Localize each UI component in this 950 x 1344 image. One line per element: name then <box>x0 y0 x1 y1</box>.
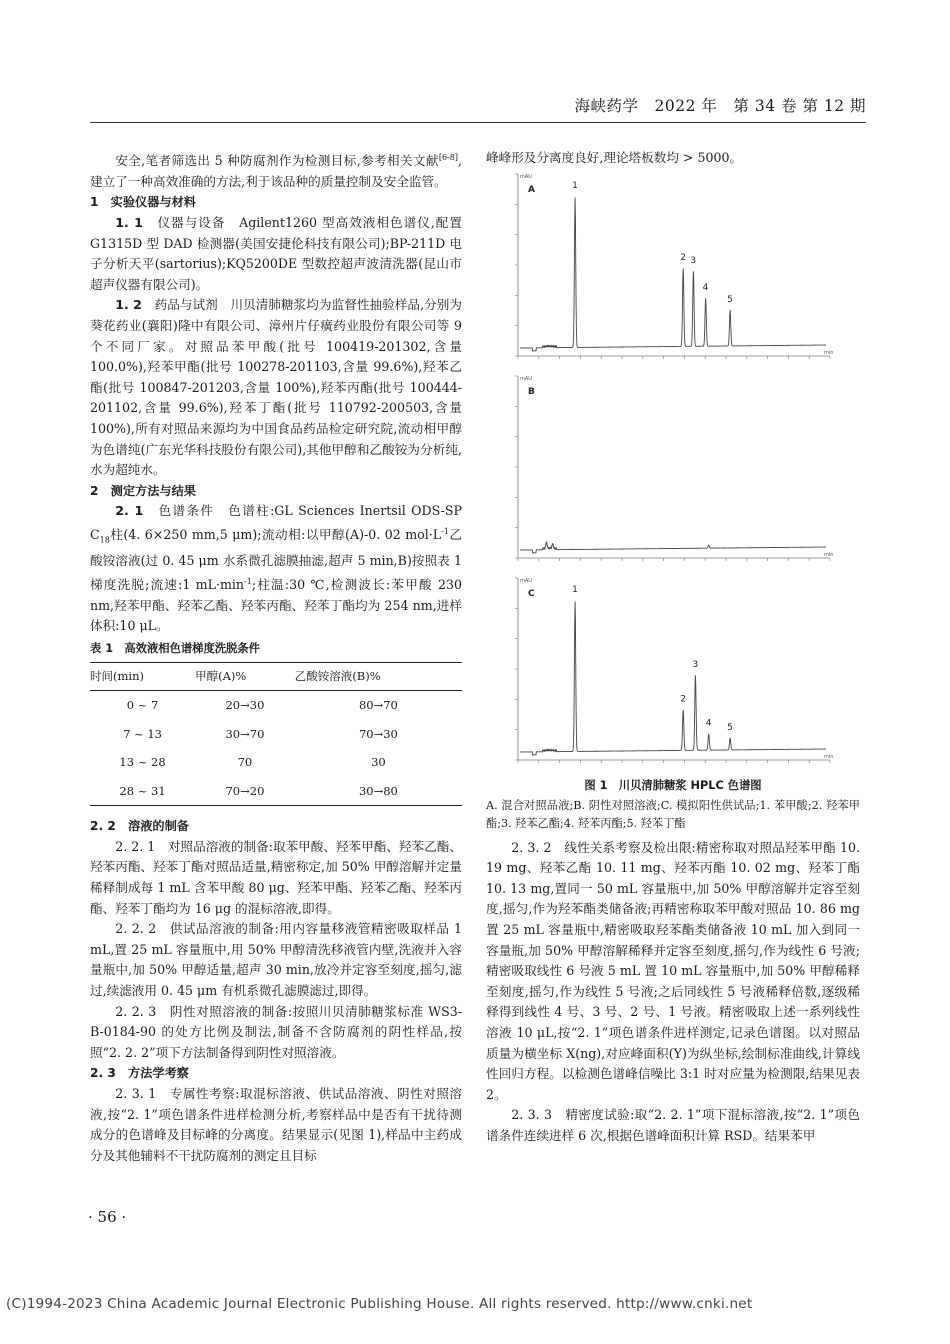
right-column <box>486 148 860 169</box>
section-2-2-3: 2. 2. 3 阴性对照溶液的制备:按照川贝清肺糖浆标准 WS3-B-0184-90 的处方比例及制法,制备不含防腐剂的阴性样品,按照“2. 2. 2”项下方法制备得到阴性对照溶液。 <box>90 1003 462 1060</box>
hplc-chromatogram-figure <box>500 170 840 770</box>
table-header-2: 乙酸铵溶液(B)% <box>295 663 462 691</box>
figure-1-caption: 图 1 川贝清肺糖浆 HPLC 色谱图 <box>584 779 762 792</box>
section-1-2: 1. 2 药品与试剂 川贝清肺糖浆均为监督性抽验样品,分别为葵花药业(襄阳)隆中有限公司、漳州片仔癀药业股份有限公司等 9 个不同厂家。对照品苯甲酸(批号 100419-201302,含量 100.0%),羟苯甲酯(批号 100278-201103,含量 99.6%),羟苯乙酯(批号 100847-201203,含量 100%),羟苯丙酯(批号 100444-201102,含量 99.6%),羟苯丁酯(批号 110792-200503,含量 100%),所有对照品来源均为中国食品药品检定研究院,流动相甲醇为色谱纯(广东光华科技股份有限公司),其他甲醇和乙酸铵为分析纯,水为超纯水。 <box>90 297 462 478</box>
peak-label: 4 <box>702 283 709 293</box>
table-row <box>90 690 462 719</box>
peak-label: 2 <box>680 253 686 263</box>
page-number: · 56 · <box>88 1208 127 1226</box>
chromatogram-panel-C <box>515 578 833 763</box>
table-cell: 20→30 <box>225 697 265 712</box>
peak-label: 5 <box>727 723 733 733</box>
table-1-caption: 表 1 高效液相色谱梯度洗脱条件 <box>90 641 260 655</box>
table-cell: 13 ~ 28 <box>119 755 166 770</box>
table-cell: 70→30 <box>358 726 398 741</box>
right-column-lower <box>486 776 860 1147</box>
journal-info: 海峡药学 2022 年 第 34 卷 第 12 期 <box>574 97 866 115</box>
x-axis-label: min <box>824 350 834 356</box>
left-column <box>90 148 462 1166</box>
table-cell: 30 <box>371 755 386 770</box>
peak-label: 1 <box>572 585 578 595</box>
section-2-3-2: 2. 3. 2 线性关系考察及检出限:精密称取对照品羟苯甲酯 10. 19 mg、羟苯乙酯 10. 11 mg、羟苯丙酯 10. 02 mg、羟苯丁酯 10. 13 mg,置同一 50 mL 容量瓶中,加 50% 甲醇溶解并定容至刻度,摇匀,作为羟苯酯类储备液;再精密称取苯甲酸对照品 10. 86 mg 置 25 mL 容量瓶中,精密吸取羟苯酯类储备液 10 mL 加入到同一容量瓶,加 50% 甲醇溶解稀释并定容至刻度,摇匀,作为线性 6 号液;精密吸取线性 6 号液 5 mL 置 10 mL 容量瓶中,加 50% 甲醇稀释至刻度,摇匀,作为线性 5 号液;之后同线性 5 号液稀释倍数,逐级稀释得到线性 4 号、3 号、2 号、1 号液。精密吸取上述一系列线性溶液 10 μL,按“2. 1”项色谱条件进样测定,记录色谱图。以对照品质量为横坐标 X(ng),对应峰面积(Y)为纵坐标,绘制标准曲线,计算线性回归方程。以检测色谱峰信噪比 3:1 时对应量为检测限,结果见表 2。 <box>486 839 861 1102</box>
chromatogram-trace <box>520 542 826 553</box>
copyright-footer: (C)1994-2023 China Academic Journal Electronic Publishing House. All rights reserved. http://www.cnki.net <box>6 1296 753 1312</box>
y-axis-label: mAU <box>520 578 532 584</box>
y-axis-label: mAU <box>520 174 532 180</box>
y-axis-label: mAU <box>520 376 532 382</box>
table-cell: 30→70 <box>225 726 265 741</box>
panel-label: C <box>528 589 535 599</box>
section-1-1: 1. 1 仪器与设备 Agilent1260 型高效液相色谱仪,配置 G1315D 型 DAD 检测器(美国安捷伦科技有限公司);BP-211D 电子分析天平(sartorius);KQ5200DE 型数控超声波清洗器(昆山市超声仪器有限公司)。 <box>90 214 463 292</box>
section-2-3-3: 2. 3. 3 精密度试验:取“2. 2. 1”项下混标溶液,按“2. 1”项色谱条件连续进样 6 次,根据色谱峰面积计算 RSD。结果苯甲 <box>486 1107 860 1143</box>
section-2-2-heading: 2. 2 溶液的制备 <box>90 819 189 834</box>
figure-1-note: A. 混合对照品液;B. 阴性对照溶液;C. 模拟阳性供试品;1. 苯甲酸;2. 羟苯甲酯;3. 羟苯乙酯;4. 羟苯丙酯;5. 羟苯丁酯 <box>486 798 860 831</box>
running-header <box>90 88 866 123</box>
chromatogram-trace <box>520 197 826 350</box>
x-axis-label: min <box>824 754 834 760</box>
section-1-heading: 1 实验仪器与材料 <box>90 195 196 210</box>
panel-label: A <box>528 185 535 195</box>
intro-paragraph: 安全,笔者筛选出 5 种防腐剂作为检测目标,参考相关文献[6-8],建立了一种高效准确的方法,利于该品种的质量控制及安全监管。 <box>90 153 462 189</box>
panel-label: B <box>528 387 535 397</box>
table-row <box>90 777 462 806</box>
chromatogram-panel-B <box>515 376 833 561</box>
chromatogram-panel-A <box>515 174 833 359</box>
table-header-1: 甲醇(A)% <box>195 663 295 691</box>
section-2-3-1: 2. 3. 1 专属性考察:取混标溶液、供试品溶液、阴性对照溶液,按“2. 1”项色谱条件进样检测分析,考察样品中是否有干扰待测成分的色谱峰及目标峰的分离度。结果显示(见图 1),样品中主药成分及其他辅料不干扰防腐剂的测定且目标 <box>90 1086 463 1163</box>
peak-label: 3 <box>690 256 697 266</box>
x-axis-label: min <box>824 552 834 558</box>
table-row <box>90 720 462 749</box>
table-1 <box>90 662 462 806</box>
table-header-0: 时间(min) <box>90 663 195 691</box>
section-2-2-1: 2. 2. 1 对照品溶液的制备:取苯甲酸、羟苯甲酯、羟苯乙酯、羟苯丙酯、羟苯丁酯对照品适量,精密称定,加 50% 甲醇溶解并定量稀释制成每 1 mL 含苯甲酸 80 μg、羟苯甲酯、羟苯乙酯、羟苯丙酯、羟苯丁酯均为 16 μg 的混标溶液,即得。 <box>90 838 463 916</box>
table-cell: 80→70 <box>358 697 398 712</box>
table-cell: 7 ~ 13 <box>123 726 162 741</box>
table-cell: 0 ~ 7 <box>126 697 159 712</box>
table-row <box>90 748 462 777</box>
peak-label: 4 <box>705 718 712 729</box>
peak-label: 1 <box>572 181 578 191</box>
continued-text: 峰峰形及分离度良好,理论塔板数均 > 5000。 <box>486 150 743 165</box>
chromatogram-trace <box>520 601 826 754</box>
table-cell: 30→80 <box>295 777 462 806</box>
section-2-1: 2. 1 色谱条件 色谱柱:GL Sciences Inertsil ODS-SP $C_{18}$柱(4. 6×250 mm,5 μm);流动相:以甲醇(A)-0. 02 $mol\cdot L^{-1}$乙酸铵溶液(过 0. 45 μm 水系微孔滤膜抽滤,超声 5 min,B)按照表 1 梯度洗脱;流速:1 $mL\cdot\min^{-1}$;柱温:30 ℃,检测波长:苯甲酸 230 nm,羟苯甲酯、羟苯乙酯、羟苯丙酯、羟苯丁酯均为 254 nm,进样体积:10 μL。 <box>90 503 463 634</box>
peak-label: 2 <box>680 694 686 705</box>
section-2-3-heading: 2. 3 方法学考察 <box>90 1066 189 1081</box>
section-2-2-2: 2. 2. 2 供试品溶液的制备:用内容量移液管精密吸取样品 1 mL,置 25 mL 容量瓶中,用 50% 甲醇清洗移液管内壁,洗液并入容量瓶中,加 50% 甲醇适量,超声 30 min,放冷并定容至刻度,摇匀,滤过,续滤液用 0. 45 μm 有机系微孔滤膜滤过,即得。 <box>90 921 462 999</box>
table-cell: 28 ~ 31 <box>90 777 195 806</box>
section-2-heading: 2 测定方法与结果 <box>90 483 196 498</box>
table-cell: 70→20 <box>195 777 295 806</box>
peak-label: 5 <box>727 295 733 305</box>
table-cell: 70 <box>237 755 253 770</box>
peak-label: 3 <box>692 660 699 670</box>
